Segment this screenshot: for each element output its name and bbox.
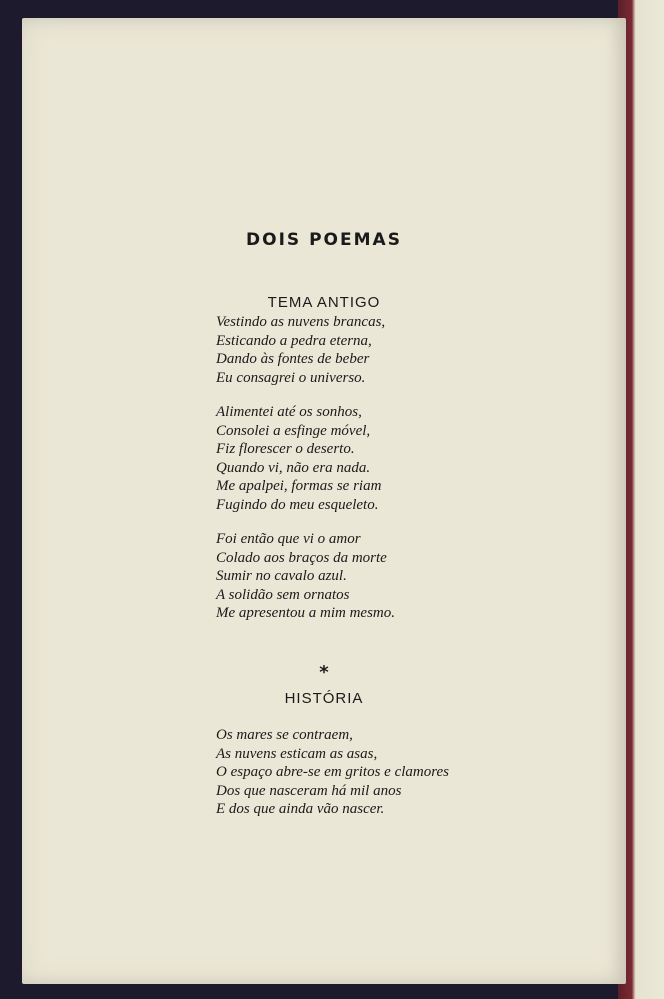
verse-line: O espaço abre-se em gritos e clamores: [216, 764, 450, 780]
poem1-stanza-3: [216, 530, 395, 623]
verse-line: Sumir no cavalo azul.: [216, 568, 347, 584]
verse-line: Consolei a esfinge móvel,: [216, 422, 371, 439]
verse-line: Me apalpei, formas se riam: [216, 478, 382, 494]
verse-line: Foi então que vi o amor: [216, 531, 361, 547]
verse-line: Eu consagrei o universo.: [216, 369, 366, 386]
page-title: DOIS POEMAS: [246, 230, 402, 250]
poem-title-tema-antigo: TEMA ANTIGO: [267, 294, 381, 311]
verse-line: Me apresentou a mim mesmo.: [216, 605, 395, 621]
verse-line: Quando vi, não era nada.: [216, 459, 371, 476]
verse-line: E dos que ainda vão nascer.: [216, 801, 385, 817]
verse-line: Alimentei até os sonhos,: [216, 404, 362, 420]
verse-line: A solidão sem ornatos: [216, 586, 350, 603]
book-page: [22, 18, 626, 984]
poem2-stanza-1: [216, 726, 449, 819]
verse-line: Fiz florescer o deserto.: [216, 441, 355, 457]
verse-line: Dando às fontes de beber: [216, 351, 370, 367]
verse-line: Vestindo as nuvens brancas,: [216, 314, 386, 330]
poem-title-historia: HISTÓRIA: [284, 690, 364, 707]
verse-line: As nuvens esticam as asas,: [216, 745, 378, 762]
section-separator: *: [319, 662, 329, 683]
verse-line: Esticando a pedra eterna,: [216, 332, 372, 349]
verse-line: Fugindo do meu esqueleto.: [216, 496, 379, 513]
verse-line: Dos que nasceram há mil anos: [216, 782, 402, 799]
poem1-stanza-1: [216, 313, 385, 387]
verse-line: Colado aos braços da morte: [216, 549, 387, 566]
poem1-stanza-2: [216, 403, 381, 514]
verse-line: Os mares se contraem,: [216, 727, 353, 743]
